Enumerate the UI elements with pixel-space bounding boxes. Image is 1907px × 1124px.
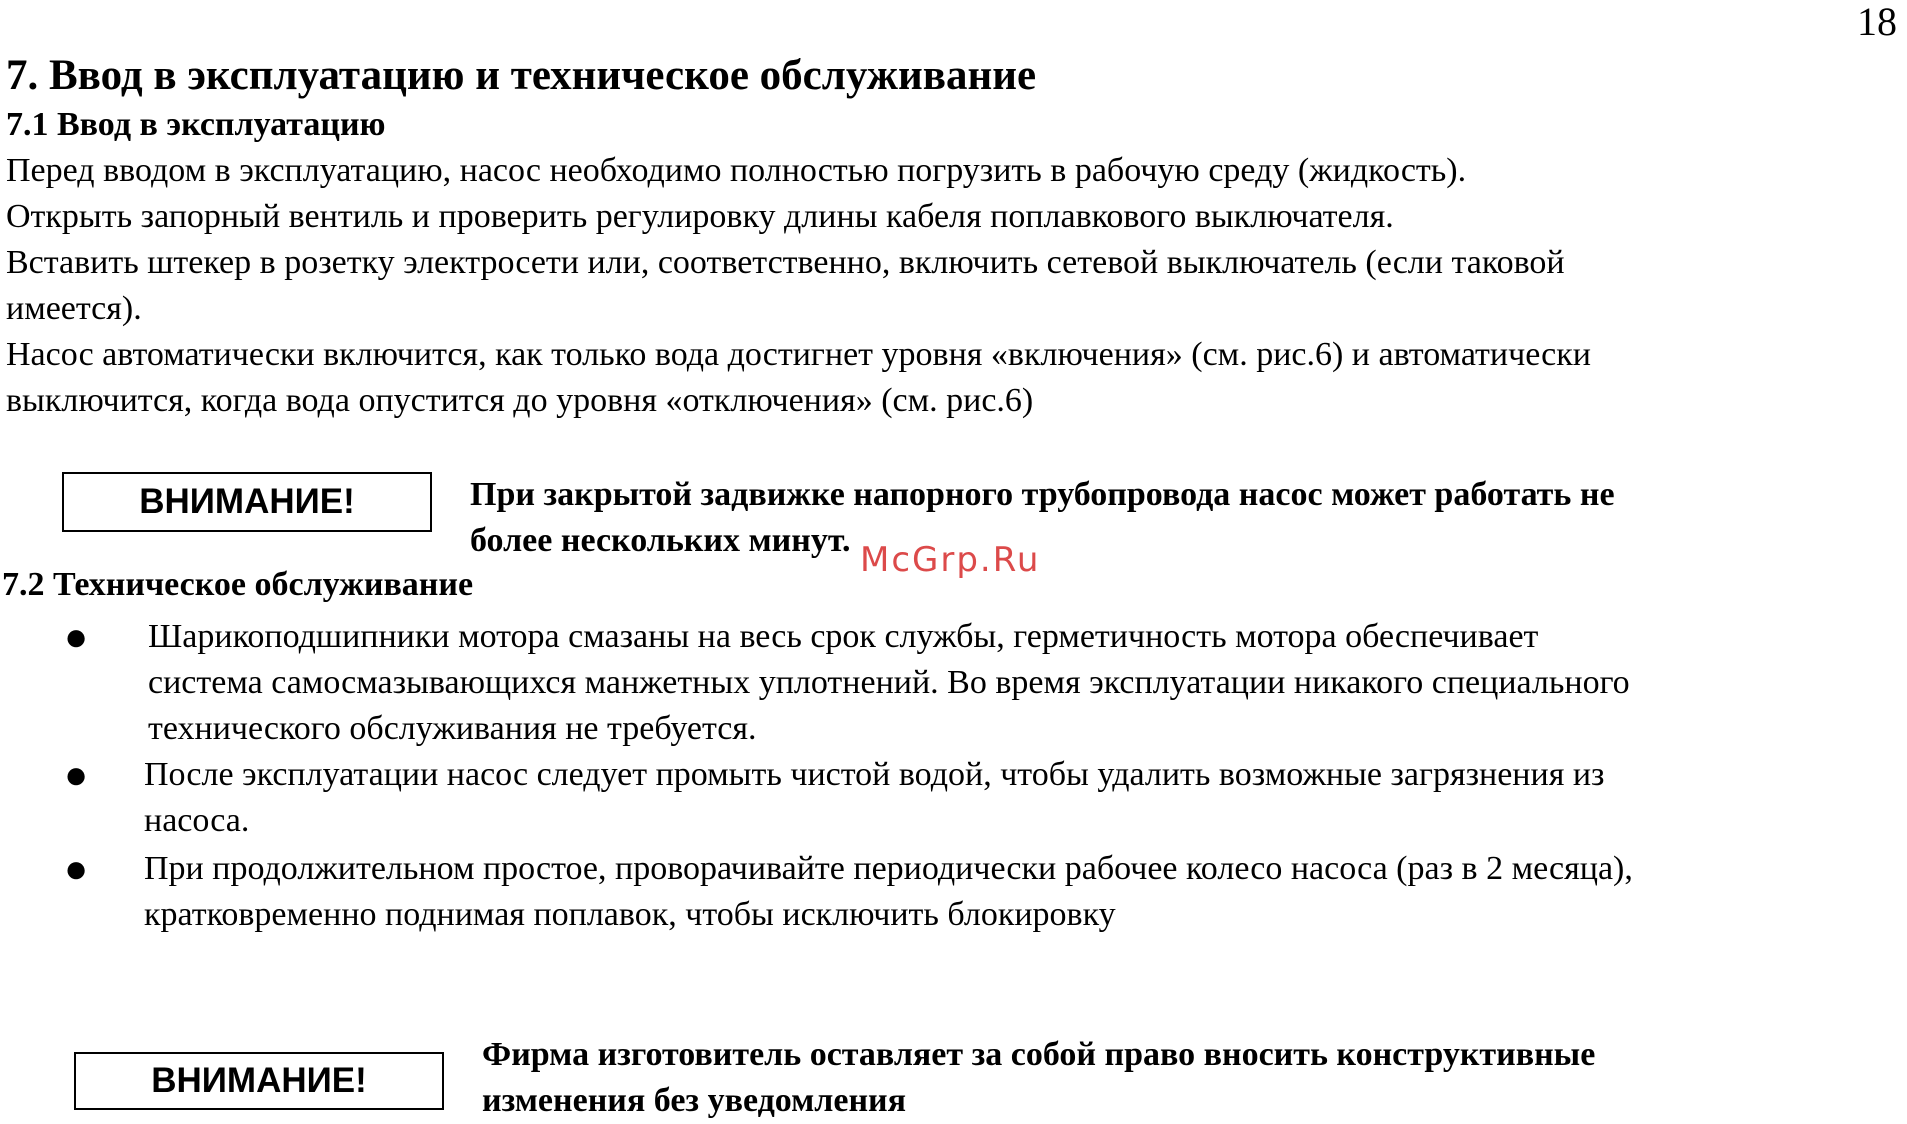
warning-label-box: ВНИМАНИЕ! xyxy=(74,1052,444,1110)
list-item-line: кратковременно поднимая поплавок, чтобы исключить блокировку xyxy=(144,896,1116,933)
paragraph-line: Перед вводом в эксплуатацию, насос необходимо полностью погрузить в рабочую среду (жидкость). xyxy=(6,152,1467,189)
page-number: 18 xyxy=(1857,0,1897,44)
paragraph-line: Открыть запорный вентиль и проверить регулировку длины кабеля поплавкового выключателя. xyxy=(6,198,1394,235)
paragraph-line: Вставить штекер в розетку электросети или, соответственно, включить сетевой выключатель (если таковой xyxy=(6,244,1565,281)
warning-text-line: более нескольких минут. xyxy=(470,522,851,559)
bullet-icon: ● xyxy=(64,752,89,797)
watermark: McGrp.Ru xyxy=(860,540,1041,580)
paragraph-line: Насос автоматически включится, как только вода достигнет уровня «включения» (см. рис.6) и автоматически xyxy=(6,336,1591,373)
warning-label-box: ВНИМАНИЕ! xyxy=(62,472,432,532)
list-item-line: технического обслуживания не требуется. xyxy=(148,710,757,747)
warning-text-line: изменения без уведомления xyxy=(482,1082,907,1119)
list-item-line: насоса. xyxy=(144,802,250,839)
paragraph-line: имеется). xyxy=(6,290,142,327)
list-item-line: При продолжительном простое, проворачивайте периодически рабочее колесо насоса (раз в 2 месяца), xyxy=(144,850,1633,887)
section-title-maintenance: 7.2 Техническое обслуживание xyxy=(2,566,474,603)
section-title-commissioning: 7.1 Ввод в эксплуатацию xyxy=(6,106,386,143)
bullet-icon: ● xyxy=(64,614,89,659)
page-title: 7. Ввод в эксплуатацию и техническое обслуживание xyxy=(6,52,1037,99)
warning-text-line: Фирма изготовитель оставляет за собой право вносить конструктивные xyxy=(482,1036,1596,1073)
paragraph-line: выключится, когда вода опустится до уровня «отключения» (см. рис.6) xyxy=(6,382,1034,419)
bullet-icon: ● xyxy=(64,846,89,891)
list-item-line: Шарикоподшипники мотора смазаны на весь срок службы, герметичность мотора обеспечивает xyxy=(148,618,1539,655)
list-item-line: После эксплуатации насос следует промыть чистой водой, чтобы удалить возможные загрязнения из xyxy=(144,756,1605,793)
list-item-line: система самосмазывающихся манжетных уплотнений. Во время эксплуатации никакого специального xyxy=(148,664,1630,701)
warning-text-line: При закрытой задвижке напорного трубопровода насос может работать не xyxy=(470,476,1615,513)
